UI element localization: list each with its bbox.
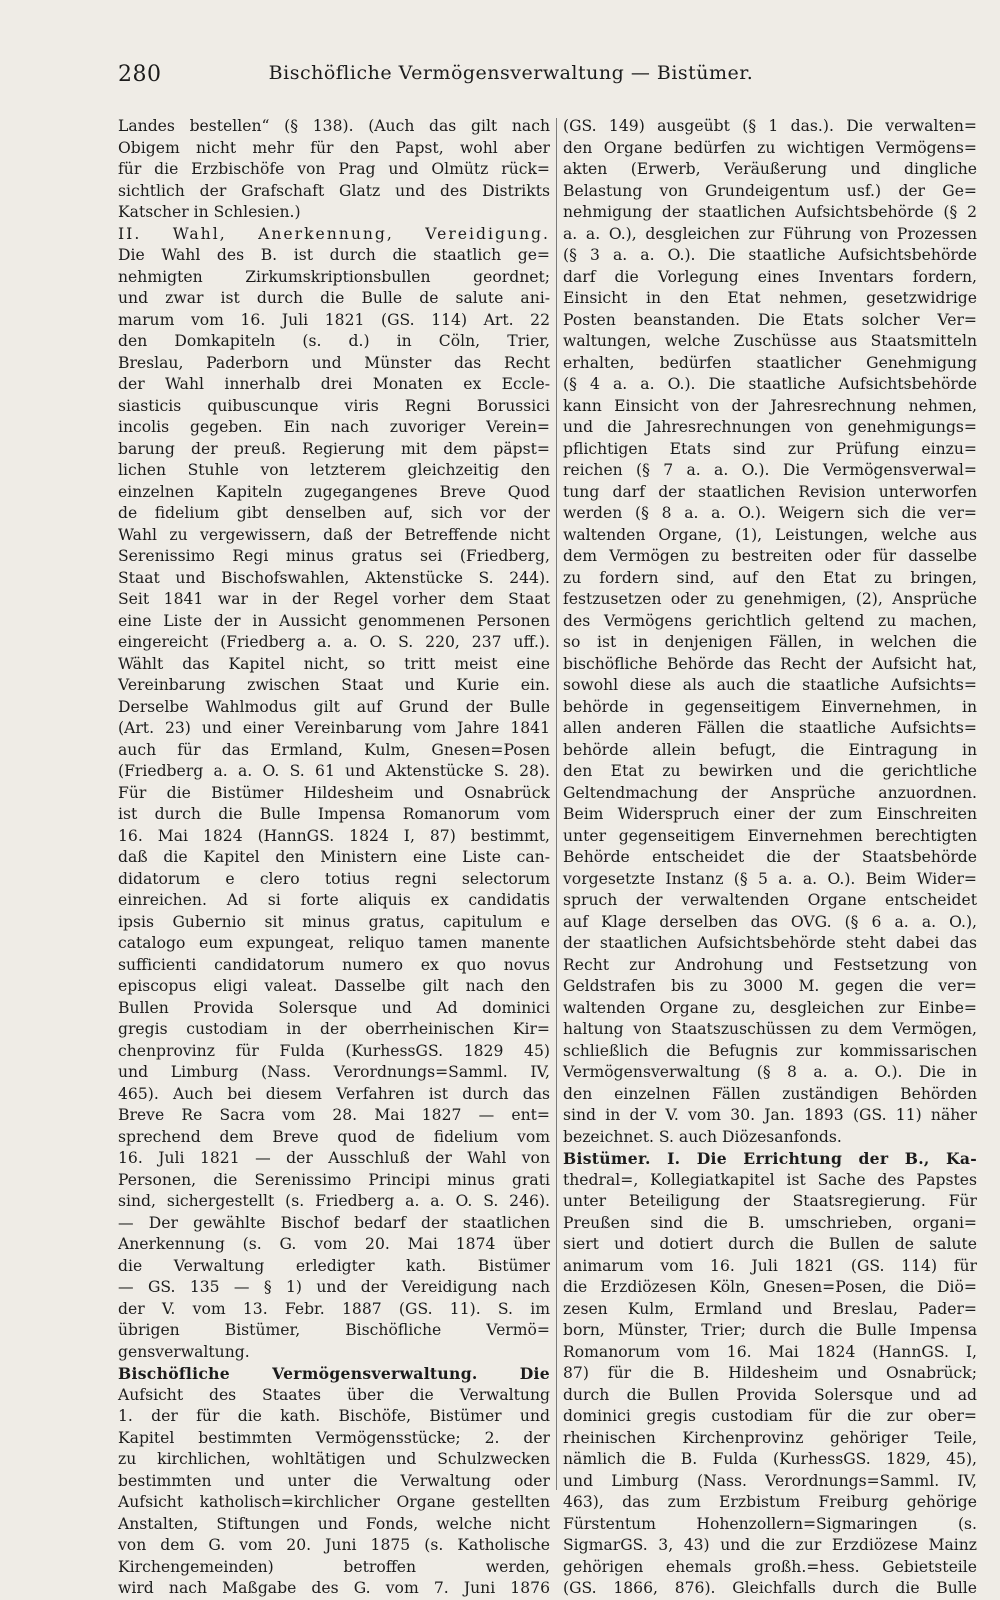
right-column-line: akten (Erwerb, Veräußerung und dingliche [563,160,977,178]
left-column-line: eingereicht (Friedberg a. a. O. S. 220, 237 uff.). [118,633,550,651]
right-column-line: vorgesetzte Instanz (§ 5 a. a. O.). Beim Wider= [563,869,977,888]
right-column-line: erhalten, bedürfen staatlicher Genehmigung [563,353,977,372]
page-header [118,62,904,98]
left-column-line: Kapitel bestimmten Vermögensstücke; 2. der [118,1428,550,1447]
left-column-line: zu kirchlichen, wohltätigen und Schulzwecken [118,1450,550,1468]
right-column-line: bischöfliche Behörde das Recht der Aufsicht hat, [563,654,977,673]
running-title: Bischöfliche Vermögensverwaltung — Bistümer. [268,62,754,84]
right-column-line: 463), das zum Erzbistum Freiburg gehörige [563,1493,977,1511]
left-column-line: ipsis Gubernio sit minus gratus, capitulum e [118,912,550,931]
left-column-line: 16. Mai 1824 (HannGS. 1824 I, 87) bestimmt, [118,826,550,845]
left-column-line: eine Liste der in Aussicht genommenen Personen [118,611,550,630]
right-column-line: (§ 3 a. a. O.). Die staatliche Aufsichtsbehörde [563,246,977,264]
right-column-line: der staatlichen Aufsichtsbehörde steht dabei das [563,934,977,952]
left-column-line: Aufsicht des Staates über die Verwaltung [118,1385,550,1404]
left-column-line: ist durch die Bulle Impensa Romanorum vom [118,805,550,823]
right-column-line: und die Jahresrechnungen von genehmigungs= [563,418,977,436]
left-column-line: für die Erzbischöfe von Prag und Olmütz rück= [118,160,550,178]
left-column-line: sufficienti candidatorum numero ex quo novus [118,955,550,974]
right-column-line: den Etat zu bewirken und die gerichtliche [563,762,977,780]
right-column-line: Belastung von Grundeigentum usf.) der Ge= [563,181,977,200]
right-column-line: Vermögensverwaltung (§ 8 a. a. O.). Die in [563,1063,977,1081]
left-column-line: Wählt das Kapitel nicht, so tritt meist eine [118,654,550,673]
left-column-line: nehmigten Zirkumskriptionsbullen geordnet; [118,267,550,286]
right-column-line: Einsicht in den Etat nehmen, gesetzwidrige [563,289,977,307]
left-column-line: catalogo eum expungeat, reliquo tamen manente [118,934,550,952]
left-column-line: Aufsicht katholisch=kirchlicher Organe gestellten [118,1493,550,1511]
right-column-line: den einzelnen Fällen zuständigen Behörden [563,1084,977,1103]
right-column-line: waltenden Organe zu, desgleichen zur Einbe= [563,998,977,1017]
right-column-line: (GS. 1866, 876). Gleichfalls durch die Bulle [563,1579,977,1597]
left-column-line: — GS. 135 — § 1) und der Vereidigung nach [118,1278,550,1296]
left-column-line: und Limburg (Nass. Verordnungs=Samml. IV, [118,1063,550,1081]
left-column-line: Anstalten, Stiftungen und Fonds, welche nicht [118,1514,550,1533]
right-column-line: a. a. O.), desgleichen zur Führung von Prozessen [563,224,977,243]
left-column-line: Landes bestellen“ (§ 138). (Auch das gilt nach [118,117,550,135]
left-column-line: II. Wahl, Anerkennung, Vereidigung. [118,224,550,243]
left-column-line: 1. der für die kath. Bischöfe, Bistümer und [118,1407,550,1425]
right-column-line: nehmigung der staatlichen Aufsichtsbehörde (§ 2 [563,203,977,221]
right-column-line: 87) für die B. Hildesheim und Osnabrück; [563,1364,977,1382]
right-column-line: (GS. 149) ausgeübt (§ 1 das.). Die verwalten= [563,117,977,135]
left-column-line: Seit 1841 war in der Regel vorher dem Staat [118,590,550,608]
left-column-line: einzelnen Kapiteln zugegangenes Breve Quod [118,482,550,501]
right-column-line: allen anderen Fällen die staatliche Aufsichts= [563,719,977,737]
right-column-line: thedral=, Kollegiatkapitel ist Sache des Papstes [563,1170,977,1189]
right-column-line: reichen (§ 7 a. a. O.). Die Vermögensverwal= [563,461,977,479]
right-column-line: Geldstrafen bis zu 3000 M. gegen die ver= [563,977,977,995]
left-column-line: Wahl zu vergewissern, daß der Betreffende nicht [118,525,550,544]
left-column-line: auch für das Ermland, Kulm, Gnesen=Posen [118,740,550,759]
right-column-line: Beim Widerspruch einer der zum Einschreiten [563,805,977,823]
left-column-line: Serenissimo Regi minus gratus sei (Friedberg, [118,547,550,565]
right-column-line: unter gegenseitigem Einvernehmen berechtigten [563,826,977,845]
right-column-line: born, Münster, Trier; durch die Bulle Impensa [563,1321,977,1339]
left-column-line: episcopus eligi valeat. Dasselbe gilt nach den [118,977,550,995]
right-column-line: SigmarGS. 3, 43) und die zur Erzdiözese Mainz [563,1536,977,1554]
right-column-line: rheinischen Kirchenprovinz gehöriger Teile, [563,1428,977,1447]
left-column-line: Anerkennung (s. G. vom 20. Mai 1874 über [118,1235,550,1253]
right-column-line: Behörde entscheidet die der Staatsbehörde [563,848,977,866]
right-column-line: zu fordern sind, auf den Etat zu bringen, [563,568,977,587]
left-column-line: den Domkapiteln (s. d.) in Cöln, Trier, [118,332,550,350]
right-column-line: (§ 4 a. a. O.). Die staatliche Aufsichtsbehörde [563,375,977,393]
right-column-line: behörde in gegenseitigem Einvernehmen, in [563,697,977,716]
right-column-line: unter Beteiligung der Staatsregierung. Für [563,1192,977,1210]
left-column-line: gregis custodiam in der oberrheinischen Kir= [118,1020,550,1038]
left-column-line: Breslau, Paderborn und Münster das Recht [118,353,550,372]
right-column-line: die Erzdiözesen Köln, Gnesen=Posen, die Diö= [563,1278,977,1296]
right-column-line: zesen Kulm, Ermland und Breslau, Pader= [563,1299,977,1318]
left-column-line: sprechend dem Breve quod de fidelium vom [118,1127,550,1146]
page-number: 280 [118,62,162,87]
left-column-line: 465). Auch bei diesem Verfahren ist durch das [118,1084,550,1103]
right-column-line: so ist in denjenigen Fällen, in welchen die [563,633,977,651]
right-column-line: Bistümer. I. Die Errichtung der B., Ka- [563,1149,977,1168]
left-column-line: (Art. 23) und einer Vereinbarung vom Jahre 1841 [118,719,550,737]
left-column-line: Katscher in Schlesien.) [118,203,301,221]
left-column-line: bestimmten und unter die Verwaltung oder [118,1471,550,1490]
right-column-line: den Organe bedürfen zu wichtigen Vermögens= [563,138,977,157]
left-column-line: Personen, die Serenissimo Principi minus grati [118,1170,550,1189]
left-column-line: Staat und Bischofswahlen, Aktenstücke S. 244). [118,568,550,587]
right-column-line: haltung von Staatszuschüssen zu dem Vermögen, [563,1020,977,1038]
right-column-line: darf die Vorlegung eines Inventars fordern, [563,267,977,286]
right-column-line: Preußen sind die B. umschrieben, organi= [563,1213,977,1232]
left-column-line: de fidelium gibt denselben auf, sich vor der [118,504,550,522]
left-column-line: didatorum e clero totius regni selectorum [118,869,550,888]
left-column-line: incolis gegeben. Ein nach zuvoriger Verein= [118,418,550,436]
right-column-line: kann Einsicht von der Jahresrechnung nehmen, [563,396,977,415]
right-column-line: des Vermögens gerichtlich geltend zu machen, [563,611,977,630]
left-column-line: (Friedberg a. a. O. S. 61 und Aktenstücke S. 28). [118,762,550,780]
right-column-line: dem Vermögen zu bestreiten oder für dasselbe [563,547,977,565]
left-column-line: Bullen Provida Solersque und Ad dominici [118,998,550,1017]
right-column-line: gehörigen ehemals großh.=hess. Gebietsteile [563,1557,977,1576]
left-column-line: übrigen Bistümer, Bischöfliche Vermö= [118,1321,550,1339]
right-column-line: dominici gregis custodiam für die zur ober= [563,1407,977,1425]
left-column-line: Breve Re Sacra vom 28. Mai 1827 — ent= [118,1106,550,1124]
left-column-line: barung der preuß. Regierung mit dem päpst= [118,439,550,458]
left-column-line: siasticis quibuscunque viris Regni Borussici [118,396,550,415]
column-divider [556,118,557,1490]
right-column-line: spruch der verwaltenden Organe entscheidet [563,891,977,909]
right-column-line: durch die Bullen Provida Solersque und ad [563,1385,977,1404]
left-column-line: 16. Juli 1821 — der Ausschluß der Wahl von [118,1149,550,1167]
left-column-line: von dem G. vom 20. Juni 1875 (s. Katholische [118,1536,550,1554]
left-column-line: daß die Kapitel den Ministern eine Liste can- [118,848,550,866]
right-column-line: Fürstentum Hohenzollern=Sigmaringen (s. [563,1514,977,1533]
right-column-line: tung darf der staatlichen Revision unterworfen [563,482,977,501]
right-column-line: waltungen, welche Zuschüsse aus Staatsmitteln [563,332,977,350]
right-column-line: nämlich die B. Fulda (KurhessGS. 1829, 45), [563,1450,977,1468]
left-column-line: sichtlich der Grafschaft Glatz und des Distrikts [118,181,550,200]
right-column-line: behörde allein befugt, die Eintragung in [563,740,977,759]
left-column-line: gensverwaltung. [118,1342,250,1361]
right-column-line: Recht zur Androhung und Festsetzung von [563,955,977,974]
left-column-line: wird nach Maßgabe des G. vom 7. Juni 1876 [118,1579,550,1597]
left-column-line: Die Wahl des B. ist durch die staatlich ge= [118,246,550,264]
left-column-line: Vereinbarung zwischen Staat und Kurie ein. [118,676,550,694]
left-column-line: Bischöfliche Vermögensverwaltung. Die [118,1364,550,1383]
right-column-line: auf Klage derselben das OVG. (§ 6 a. a. O.), [563,912,977,931]
left-column-line: einreichen. Ad si forte aliquis ex candidatis [118,891,550,909]
right-column-line: festzusetzen oder zu genehmigen, (2), Ansprüche [563,590,977,608]
left-column-line: Derselbe Wahlmodus gilt auf Grund der Bulle [118,697,550,716]
left-column-line: die Verwaltung erledigter kath. Bistümer [118,1256,550,1275]
left-column-line: chenprovinz für Fulda (KurhessGS. 1829 45) [118,1041,550,1060]
left-column-line: Obigem nicht mehr für den Papst, wohl aber [118,138,550,157]
left-column-line: lichen Stuhle von letzterem gleichzeitig den [118,461,550,479]
right-column-line: bezeichnet. S. auch Diözesanfonds. [563,1127,842,1146]
left-text-column [118,116,550,1597]
right-column-line: sind in der V. vom 30. Jan. 1893 (GS. 11) näher [563,1106,977,1124]
right-column-line: schließlich die Befugnis zur kommissarischen [563,1041,977,1060]
right-column-line: siert und dotiert durch die Bullen de salute [563,1235,977,1253]
left-column-line: marum vom 16. Juli 1821 (GS. 114) Art. 22 [118,310,550,329]
left-column-line: sind, sichergestellt (s. Friedberg a. a. O. S. 246). [118,1192,550,1210]
right-column-line: sowohl diese als auch die staatliche Aufsichts= [563,676,977,694]
right-column-line: Geltendmachung der Ansprüche anzuordnen. [563,783,977,802]
left-column-line: der V. vom 13. Febr. 1887 (GS. 11). S. im [118,1299,550,1318]
left-column-line: der Wahl innerhalb drei Monaten ex Eccle- [118,375,550,393]
right-column-line: und Limburg (Nass. Verordnungs=Samml. IV, [563,1471,977,1490]
left-column-line: Kirchengemeinden) betroffen werden, [118,1557,550,1576]
right-column-line: waltenden Organe, (1), Leistungen, welche aus [563,525,977,544]
left-column-line: Für die Bistümer Hildesheim und Osnabrück [118,783,550,802]
right-column-line: pflichtigen Etats sind zur Prüfung einzu= [563,439,977,458]
right-column-line: Posten beanstanden. Die Etats solcher Ver= [563,310,977,329]
right-column-line: werden (§ 8 a. a. O.). Weigern sich die ver= [563,504,977,522]
right-column-line: animarum vom 16. Juli 1821 (GS. 114) für [563,1256,977,1275]
right-column-line: Romanorum vom 16. Mai 1824 (HannGS. I, [563,1342,977,1361]
right-text-column [563,116,977,1597]
left-column-line: — Der gewählte Bischof bedarf der staatlichen [118,1213,550,1232]
left-column-line: und zwar ist durch die Bulle de salute ani- [118,289,550,307]
